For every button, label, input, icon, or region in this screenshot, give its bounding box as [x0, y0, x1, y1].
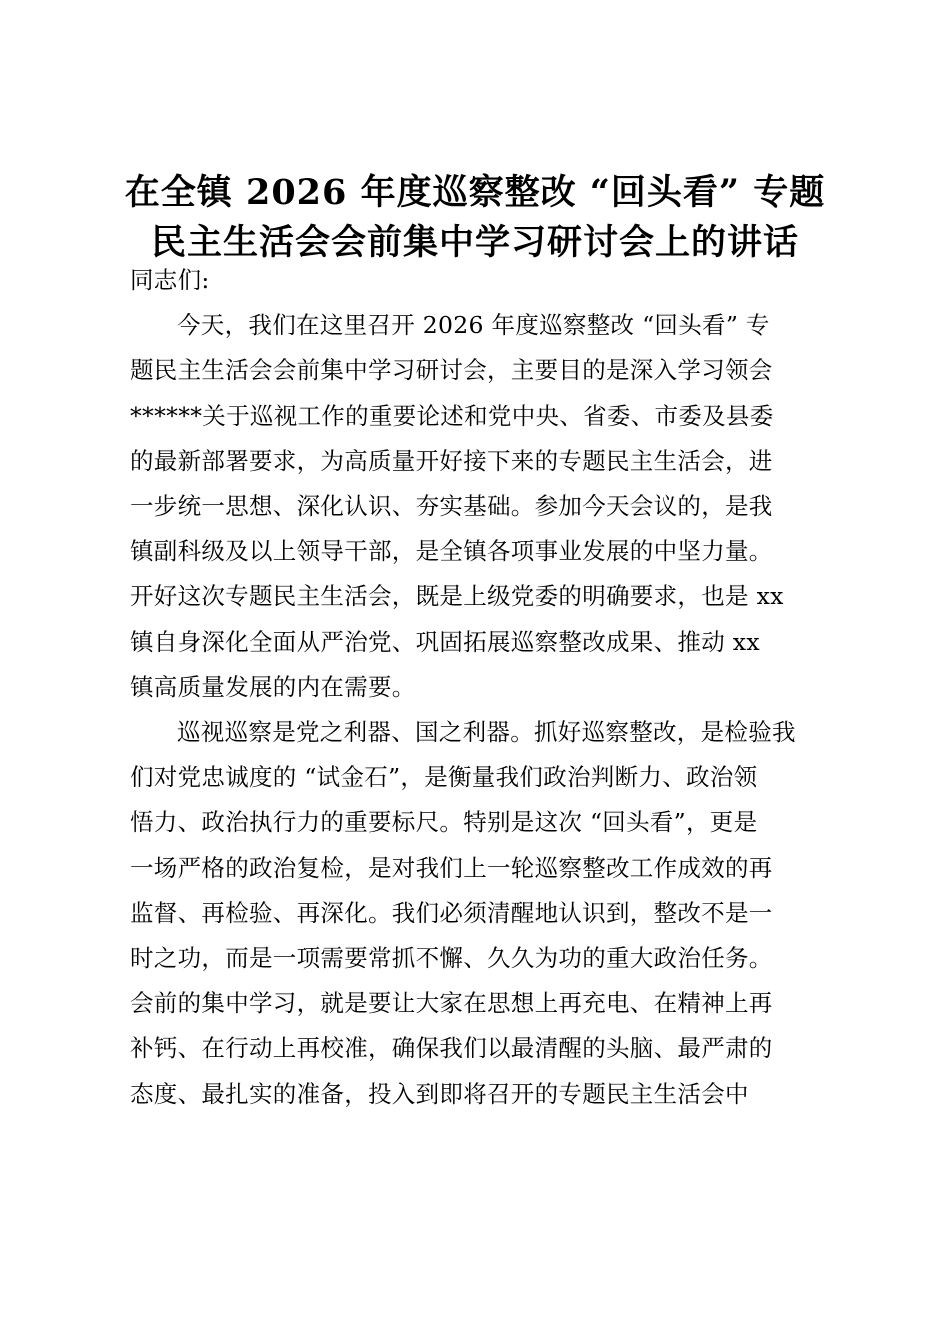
title-line: 民主生活会会前集中学习研讨会上的讲话 [150, 222, 799, 263]
document-body [130, 258, 830, 1117]
paragraph-line: 一步统一思想、深化认识、夯实基础。参加今天会议的，是我 [130, 492, 773, 521]
salutation: 同志们: [130, 266, 210, 294]
paragraph-line: 开好这次专题民主生活会，既是上级党委的明确要求，也是 xx [130, 582, 784, 611]
paragraph-line: ******关于巡视工作的重要论述和党中央、省委、市委及县委 [130, 401, 774, 430]
paragraph-line: 监督、再检验、再深化。我们必须清醒地认识到，整改不是一 [130, 898, 773, 927]
paragraph [130, 710, 830, 1117]
title-line: 在全镇 2026 年度巡察整改 “回头看” 专题 [124, 172, 826, 213]
paragraph-line: 镇高质量发展的内在需要。 [130, 672, 416, 701]
paragraph-line: 补钙、在行动上再校准，确保我们以最清醒的头脑、最严肃的 [130, 1034, 773, 1063]
paragraph-line: 一场严格的政治复检，是对我们上一轮巡察整改工作成效的再 [130, 853, 773, 882]
paragraph-line: 态度、最扎实的准备，投入到即将召开的专题民主生活会中 [130, 1079, 749, 1108]
paragraph-line: 今天，我们在这里召开 2026 年度巡察整改 “回头看” 专 [177, 311, 770, 340]
paragraph-line: 镇自身深化全面从严治党、巩固拓展巡察整改成果、推动 xx [130, 627, 760, 656]
paragraph-line: 的最新部署要求，为高质量开好接下来的专题民主生活会，进 [130, 446, 773, 475]
paragraph-line: 题民主生活会会前集中学习研讨会，主要目的是深入学习领会 [130, 356, 773, 385]
paragraph-line: 时之功，而是一项需要常抓不懈、久久为功的重大政治任务。 [130, 944, 773, 973]
paragraph-line: 巡视巡察是党之利器、国之利器。抓好巡察整改，是检验我 [177, 718, 796, 747]
paragraph-line: 悟力、政治执行力的重要标尺。特别是这次 “回头看”，更是 [130, 808, 758, 837]
paragraph [130, 303, 830, 710]
document-title [110, 168, 840, 268]
paragraph-line: 们对党忠诚度的 “试金石”，是衡量我们政治判断力、政治领 [130, 763, 758, 792]
paragraph-line: 镇副科级及以上领导干部，是全镇各项事业发展的中坚力量。 [130, 537, 773, 566]
paragraph-line: 会前的集中学习，就是要让大家在思想上再充电、在精神上再 [130, 989, 773, 1018]
